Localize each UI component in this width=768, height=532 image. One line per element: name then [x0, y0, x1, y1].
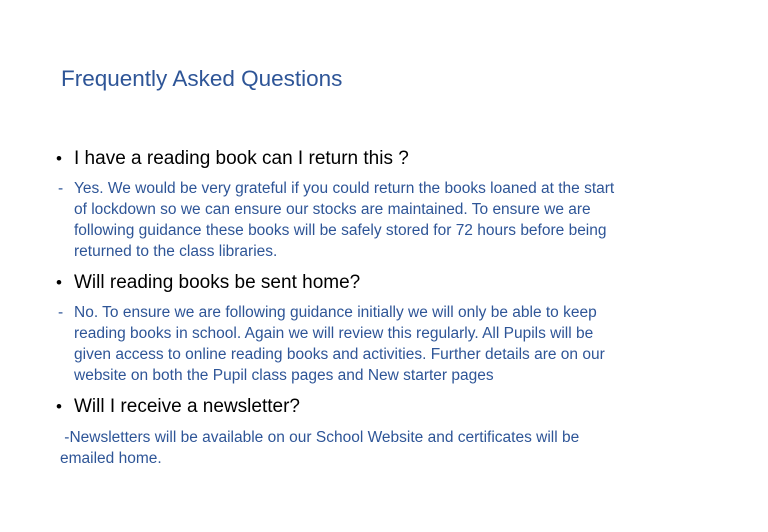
answer-line: of lockdown so we can ensure our stocks are maintained. To ensure we are — [74, 201, 591, 218]
faq-answer-text — [74, 302, 736, 386]
faq-question-text: I have a reading book can I return this ? — [74, 148, 409, 169]
answer-line: reading books in school. Again we will review this regularly. All Pupils will be — [74, 325, 594, 342]
answer-line: returned to the class libraries. — [74, 243, 278, 260]
faq-question-2 — [56, 270, 736, 295]
faq-list — [56, 146, 736, 469]
answer-line: following guidance these books will be safely stored for 72 hours before being — [74, 222, 607, 239]
page-title: Frequently Asked Questions — [61, 66, 343, 91]
faq-question-text: Will I receive a newsletter? — [74, 396, 300, 417]
faq-answer-2 — [56, 302, 736, 386]
bullet-icon: • — [56, 397, 62, 416]
dash-marker: - — [58, 180, 64, 197]
faq-question-text: Will reading books be sent home? — [74, 272, 361, 293]
answer-line: -Newsletters will be available on our School Website and certificates will be — [60, 429, 580, 446]
answer-line: emailed home. — [60, 450, 162, 467]
faq-answer-text — [74, 178, 736, 262]
answer-line: website on both the Pupil class pages and New starter pages — [74, 367, 494, 384]
bullet-icon: • — [56, 149, 62, 168]
answer-line: given access to online reading books and activities. Further details are on our — [74, 346, 605, 363]
faq-answer-3 — [60, 427, 736, 469]
dash-marker: - — [58, 304, 64, 321]
bullet-icon: • — [56, 273, 62, 292]
answer-line: No. To ensure we are following guidance initially we will only be able to keep — [74, 304, 597, 321]
faq-question-1 — [56, 146, 736, 171]
answer-line: Yes. We would be very grateful if you could return the books loaned at the start — [74, 180, 615, 197]
faq-answer-1 — [56, 178, 736, 262]
faq-question-3 — [56, 394, 736, 419]
